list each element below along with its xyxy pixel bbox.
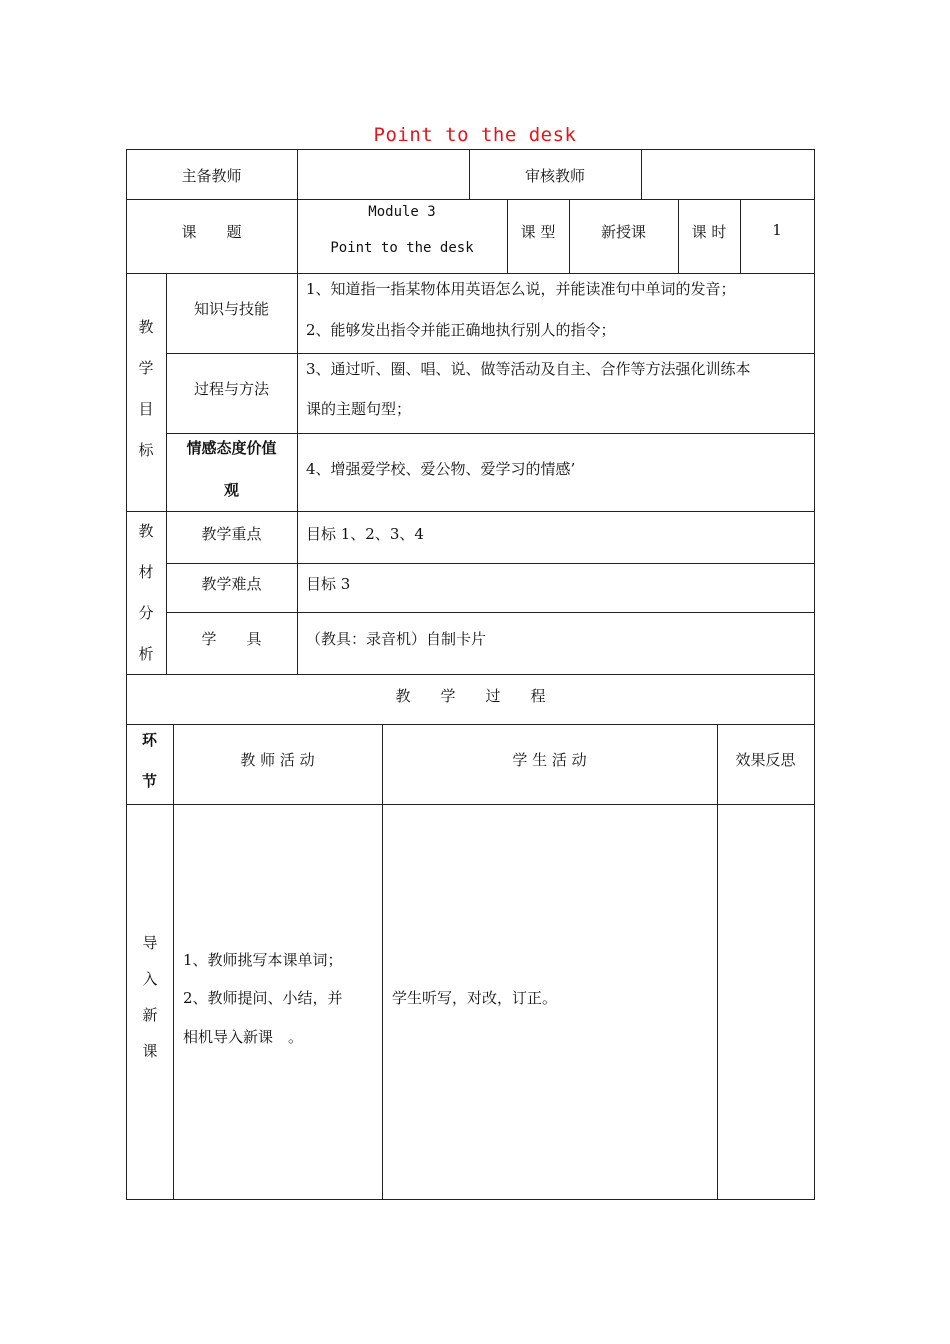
process-method-label: 过程与方法 — [193, 380, 269, 398]
difficulties-label: 教学难点 — [201, 575, 262, 593]
process-method-text-2: 课的主题句型； — [306, 400, 412, 418]
key-points-label: 教学重点 — [201, 525, 262, 543]
lesson-type-label: 课 型 — [520, 223, 556, 241]
reflection-header: 效果反思 — [735, 751, 796, 769]
intro-stage-label: 导 入 新 课 — [142, 934, 158, 1060]
key-points-value: 目标 1、2、3、4 — [306, 525, 424, 543]
intro-teacher-activity-2: 2、教师提问、小结，并 — [183, 989, 343, 1007]
tools-value: （教具：录音机）自制卡片 — [306, 630, 487, 648]
goals-group-label: 教 学 目 标 — [138, 318, 154, 459]
lead-teacher-label: 主备教师 — [181, 167, 242, 185]
emotion-label-2: 观 — [223, 481, 239, 499]
period-value: 1 — [772, 221, 782, 239]
lesson-type-value: 新授课 — [600, 223, 646, 241]
topic-label: 课 题 — [181, 223, 242, 241]
teacher-activity-header: 教 师 活 动 — [240, 751, 315, 769]
intro-student-activity: 学生听写，对改，订正。 — [392, 989, 558, 1007]
stage-label-1: 环 — [141, 731, 157, 749]
difficulties-value: 目标 3 — [306, 575, 351, 593]
emotion-text: 4、增强爱学校、爱公物、爱学习的情感’ — [306, 460, 576, 478]
knowledge-label: 知识与技能 — [193, 300, 269, 318]
intro-teacher-activity-1: 1、教师挑写本课单词； — [183, 951, 343, 969]
reviewer-label: 审核教师 — [524, 167, 585, 185]
intro-teacher-activity-3: 相机导入新课 。 — [183, 1028, 304, 1046]
emotion-label-1: 情感态度价值 — [186, 439, 277, 457]
topic-title: Point to the desk — [330, 240, 474, 256]
process-header: 教 学 过 程 — [395, 687, 546, 705]
knowledge-text-1: 1、知道指一指某物体用英语怎么说，并能读准句中单词的发音； — [306, 280, 736, 298]
student-activity-header: 学 生 活 动 — [512, 751, 587, 769]
analysis-group-label: 教 材 分 析 — [138, 522, 154, 663]
process-method-text-1: 3、通过听、圈、唱、说、做等活动及自主、合作等方法强化训练本 — [306, 360, 751, 378]
page-title: Point to the desk — [373, 124, 577, 146]
topic-module: Module 3 — [368, 204, 436, 220]
tools-label: 学 具 — [201, 630, 262, 648]
knowledge-text-2: 2、能够发出指令并能正确地执行别人的指令； — [306, 321, 616, 339]
period-label: 课 时 — [691, 223, 727, 241]
stage-label-2: 节 — [141, 772, 157, 790]
